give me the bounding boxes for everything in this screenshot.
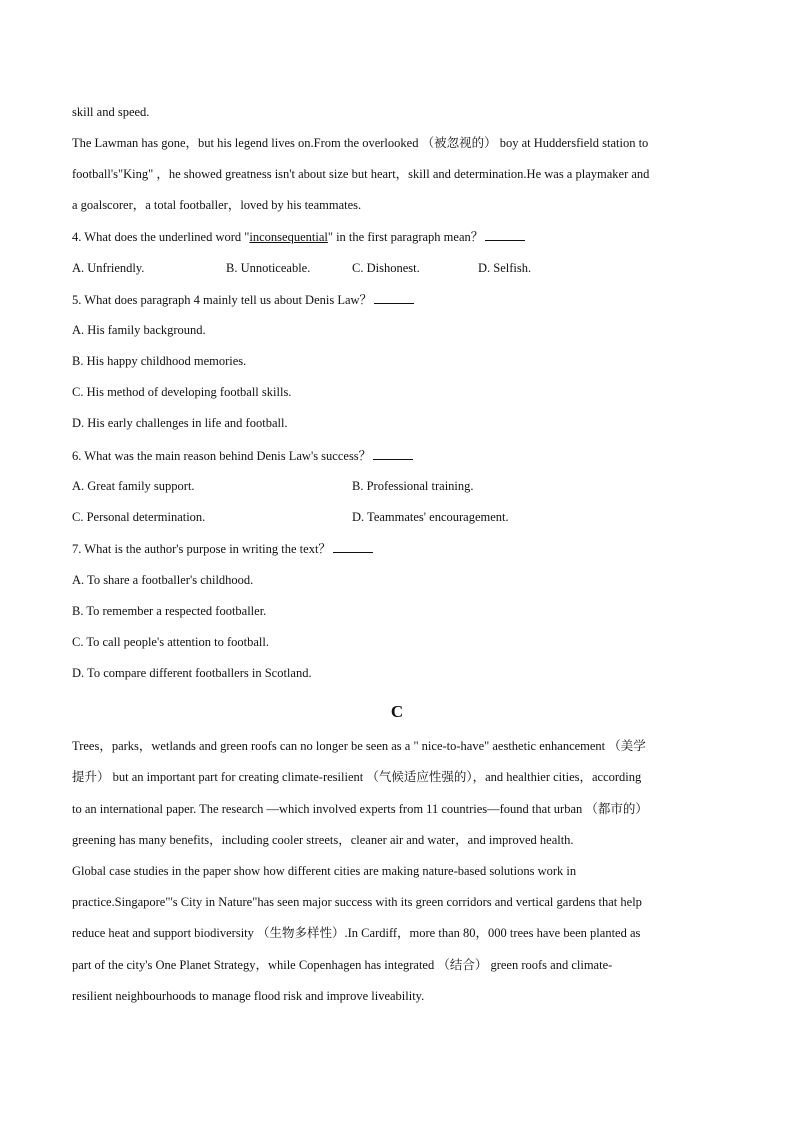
text-line: part of the city's One Planet Strategy，while Copenhagen has integrated （结合） green roofs and climate- (72, 958, 613, 972)
text-line: to an international paper. The research —which involved experts from 11 countries—found that urban （都市的） (72, 802, 648, 816)
option-a[interactable]: A. Unfriendly. (72, 261, 145, 275)
option-a[interactable]: A. Great family support. (72, 479, 195, 493)
section-heading: C (390, 702, 404, 721)
text-line: 提升） but an important part for creating climate-resilient （气候适应性强的），and healthier cities，according (72, 770, 642, 784)
answer-blank[interactable] (374, 291, 414, 304)
option-a[interactable]: A. To share a footballer's childhood. (72, 573, 254, 587)
text-line: a goalscorer，a total footballer，loved by his teammates. (72, 198, 362, 212)
option-c[interactable]: C. To call people's attention to football. (72, 635, 269, 649)
text-line: The Lawman has gone，but his legend lives on.From the overlooked （被忽视的） boy at Huddersfield station to (72, 136, 649, 150)
option-c[interactable]: C. Personal determination. (72, 510, 206, 524)
question-stem: 6. What was the main reason behind Denis Law's success？ (72, 447, 413, 464)
answer-blank[interactable] (373, 447, 413, 460)
option-c[interactable]: C. Dishonest. (352, 261, 420, 275)
option-d[interactable]: D. Teammates' encouragement. (352, 510, 509, 524)
text-line: Global case studies in the paper show how different cities are making nature-based solutions work in (72, 864, 577, 878)
text-line: practice.Singapore"'s City in Nature"has seen major success with its green corridors and vertical gardens that help (72, 895, 642, 909)
text-line: reduce heat and support biodiversity （生物多样性）.In Cardiff，more than 80，000 trees have been planted as (72, 926, 641, 940)
answer-blank[interactable] (485, 228, 525, 241)
option-b[interactable]: B. To remember a respected footballer. (72, 604, 267, 618)
underlined-word: inconsequential (249, 230, 328, 244)
text-line: resilient neighbourhoods to manage flood risk and improve liveability. (72, 989, 425, 1003)
question-stem: 4. What does the underlined word "inconsequential" in the first paragraph mean？ (72, 228, 525, 245)
question-stem: 5. What does paragraph 4 mainly tell us about Denis Law？ (72, 291, 414, 308)
option-b[interactable]: B. Professional training. (352, 479, 474, 493)
option-d[interactable]: D. Selfish. (478, 261, 532, 275)
text-line: football's"King" ，he showed greatness isn't about size but heart，skill and determination.He was a playmaker and (72, 167, 650, 181)
answer-blank[interactable] (333, 540, 373, 553)
text-line: skill and speed. (72, 105, 150, 119)
option-d[interactable]: D. His early challenges in life and football. (72, 416, 288, 430)
option-b[interactable]: B. His happy childhood memories. (72, 354, 247, 368)
question-stem: 7. What is the author's purpose in writing the text？ (72, 540, 373, 557)
option-d[interactable]: D. To compare different footballers in Scotland. (72, 666, 312, 680)
option-a[interactable]: A. His family background. (72, 323, 206, 337)
text-line: Trees，parks，wetlands and green roofs can no longer be seen as a " nice-to-have" aesthetic enhancement （美学 (72, 739, 646, 753)
text-line: greening has many benefits，including cooler streets，cleaner air and water，and improved health. (72, 833, 574, 847)
option-b[interactable]: B. Unnoticeable. (226, 261, 311, 275)
option-c[interactable]: C. His method of developing football skills. (72, 385, 292, 399)
